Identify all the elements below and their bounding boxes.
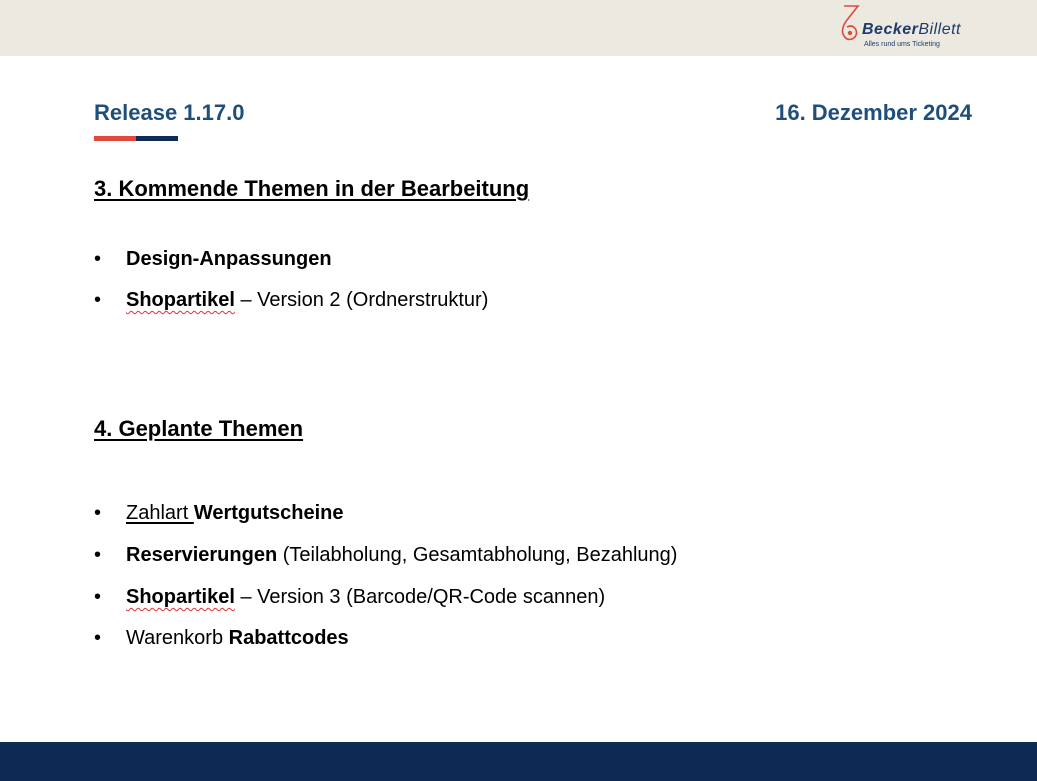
bullet-icon: • <box>94 502 102 524</box>
bullet-icon: • <box>94 627 102 649</box>
item-rest-text: – Version 2 (Ordnerstruktur) <box>234 289 489 311</box>
list-item-text <box>126 248 332 271</box>
section-4-title: 4. Geplante Themen <box>94 416 304 441</box>
footer-bar <box>0 742 1037 781</box>
accent-bar-red <box>94 136 136 141</box>
release-date: 16. Dezember 2024 <box>775 100 972 125</box>
accent-bar-navy <box>136 136 178 141</box>
bullet-icon: • <box>94 289 102 311</box>
list-item-text <box>126 586 605 609</box>
item-bold-text: Rabattcodes <box>228 627 349 649</box>
list-item-text <box>126 627 349 650</box>
bullet-icon: • <box>94 248 102 270</box>
item-bold-text: Shopartikel <box>126 289 235 311</box>
becker-billett-logo <box>838 4 998 54</box>
logo-tagline: Alles rund ums Ticketing <box>864 41 940 48</box>
bullet-icon: • <box>94 544 102 566</box>
item-bold-text: Reservierungen <box>126 544 278 566</box>
item-rest-text: – Version 3 (Barcode/QR-Code scannen) <box>234 586 606 608</box>
section-3-title: 3. Kommende Themen in der Bearbeitung <box>94 176 530 201</box>
top-bar <box>0 0 1037 56</box>
bullet-icon: • <box>94 586 102 608</box>
logo-mark-icon <box>838 4 862 44</box>
item-rest-text: (Teilabholung, Gesamtabholung, Bezahlung) <box>277 544 678 566</box>
item-plain-text: Zahlart <box>126 502 194 524</box>
list-item-text <box>126 544 677 567</box>
item-bold-text: Shopartikel <box>126 586 235 608</box>
list-item-text <box>126 502 343 525</box>
logo-word-billett: Billett <box>918 21 961 38</box>
item-bold-text: Design-Anpassungen <box>126 248 332 270</box>
item-plain-text: Warenkorb <box>126 627 229 649</box>
release-version: Release 1.17.0 <box>94 100 245 125</box>
item-bold-text: Wertgutscheine <box>193 502 344 524</box>
logo-word-becker: Becker <box>862 21 919 38</box>
list-item-text <box>126 289 488 312</box>
logo-wordmark <box>862 21 961 39</box>
